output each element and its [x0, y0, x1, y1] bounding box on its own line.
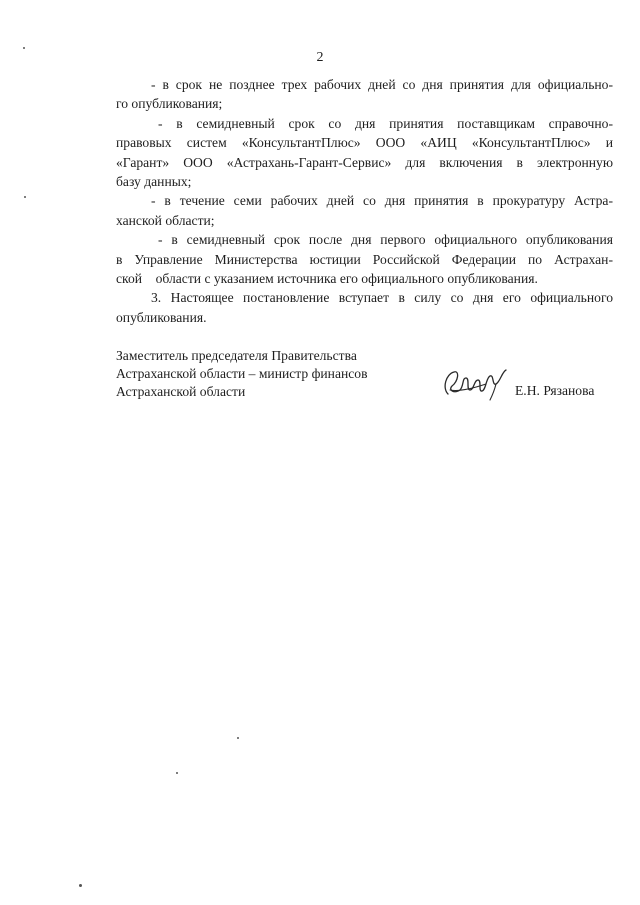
paragraph-5-line-2: опубликования.: [116, 309, 207, 325]
paragraph-5-line-1: 3. Настоящее постановление вступает в силу со дня его официального: [151, 290, 613, 306]
signatory-title-line-2: Астраханской области – министр финансов: [116, 366, 368, 381]
paragraph-2-line-4: базу данных;: [116, 174, 192, 190]
paragraph-3-line-2: ханской области;: [116, 212, 215, 228]
paragraph-4-line-3: ской области с указанием источника его официального опубликования.: [116, 271, 538, 287]
document-body: [116, 75, 613, 327]
signatory-title-line-3: Астраханской области: [116, 384, 246, 399]
scan-speck: [24, 196, 26, 198]
paragraph-2-line-2: правовых систем «КонсультантПлюс» ООО «АИЦ «КонсультантПлюс» и: [116, 135, 613, 151]
scan-speck: [237, 737, 239, 739]
handwritten-signature: [440, 364, 512, 404]
paragraph-1-line-1: - в срок не позднее трех рабочих дней со дня принятия для официально-: [151, 77, 613, 92]
paragraph-1-line-2: го опубликования;: [116, 96, 223, 112]
paragraph-4-line-1: - в семидневный срок после дня первого официального опубликования: [158, 232, 613, 248]
scan-speck: [79, 884, 82, 887]
paragraph-2-line-3: «Гарант» ООО «Астрахань-Гарант-Сервис» для включения в электронную: [116, 154, 613, 170]
scan-speck: [23, 47, 25, 49]
paragraph-4-line-2: в Управление Министерства юстиции Российской Федерации по Астрахан-: [116, 251, 613, 267]
signatory-title-line-1: Заместитель председателя Правительства: [116, 348, 357, 363]
page-number: 2: [316, 50, 324, 65]
scan-speck: [176, 772, 178, 774]
signatory-title: [116, 347, 368, 401]
paragraph-3-line-1: - в течение семи рабочих дней со дня принятия в прокуратуру Астра-: [151, 193, 613, 209]
paragraph-2-line-1: - в семидневный срок со дня принятия поставщикам справочно-: [158, 115, 613, 131]
signatory-name: Е.Н. Рязанова: [515, 383, 595, 398]
